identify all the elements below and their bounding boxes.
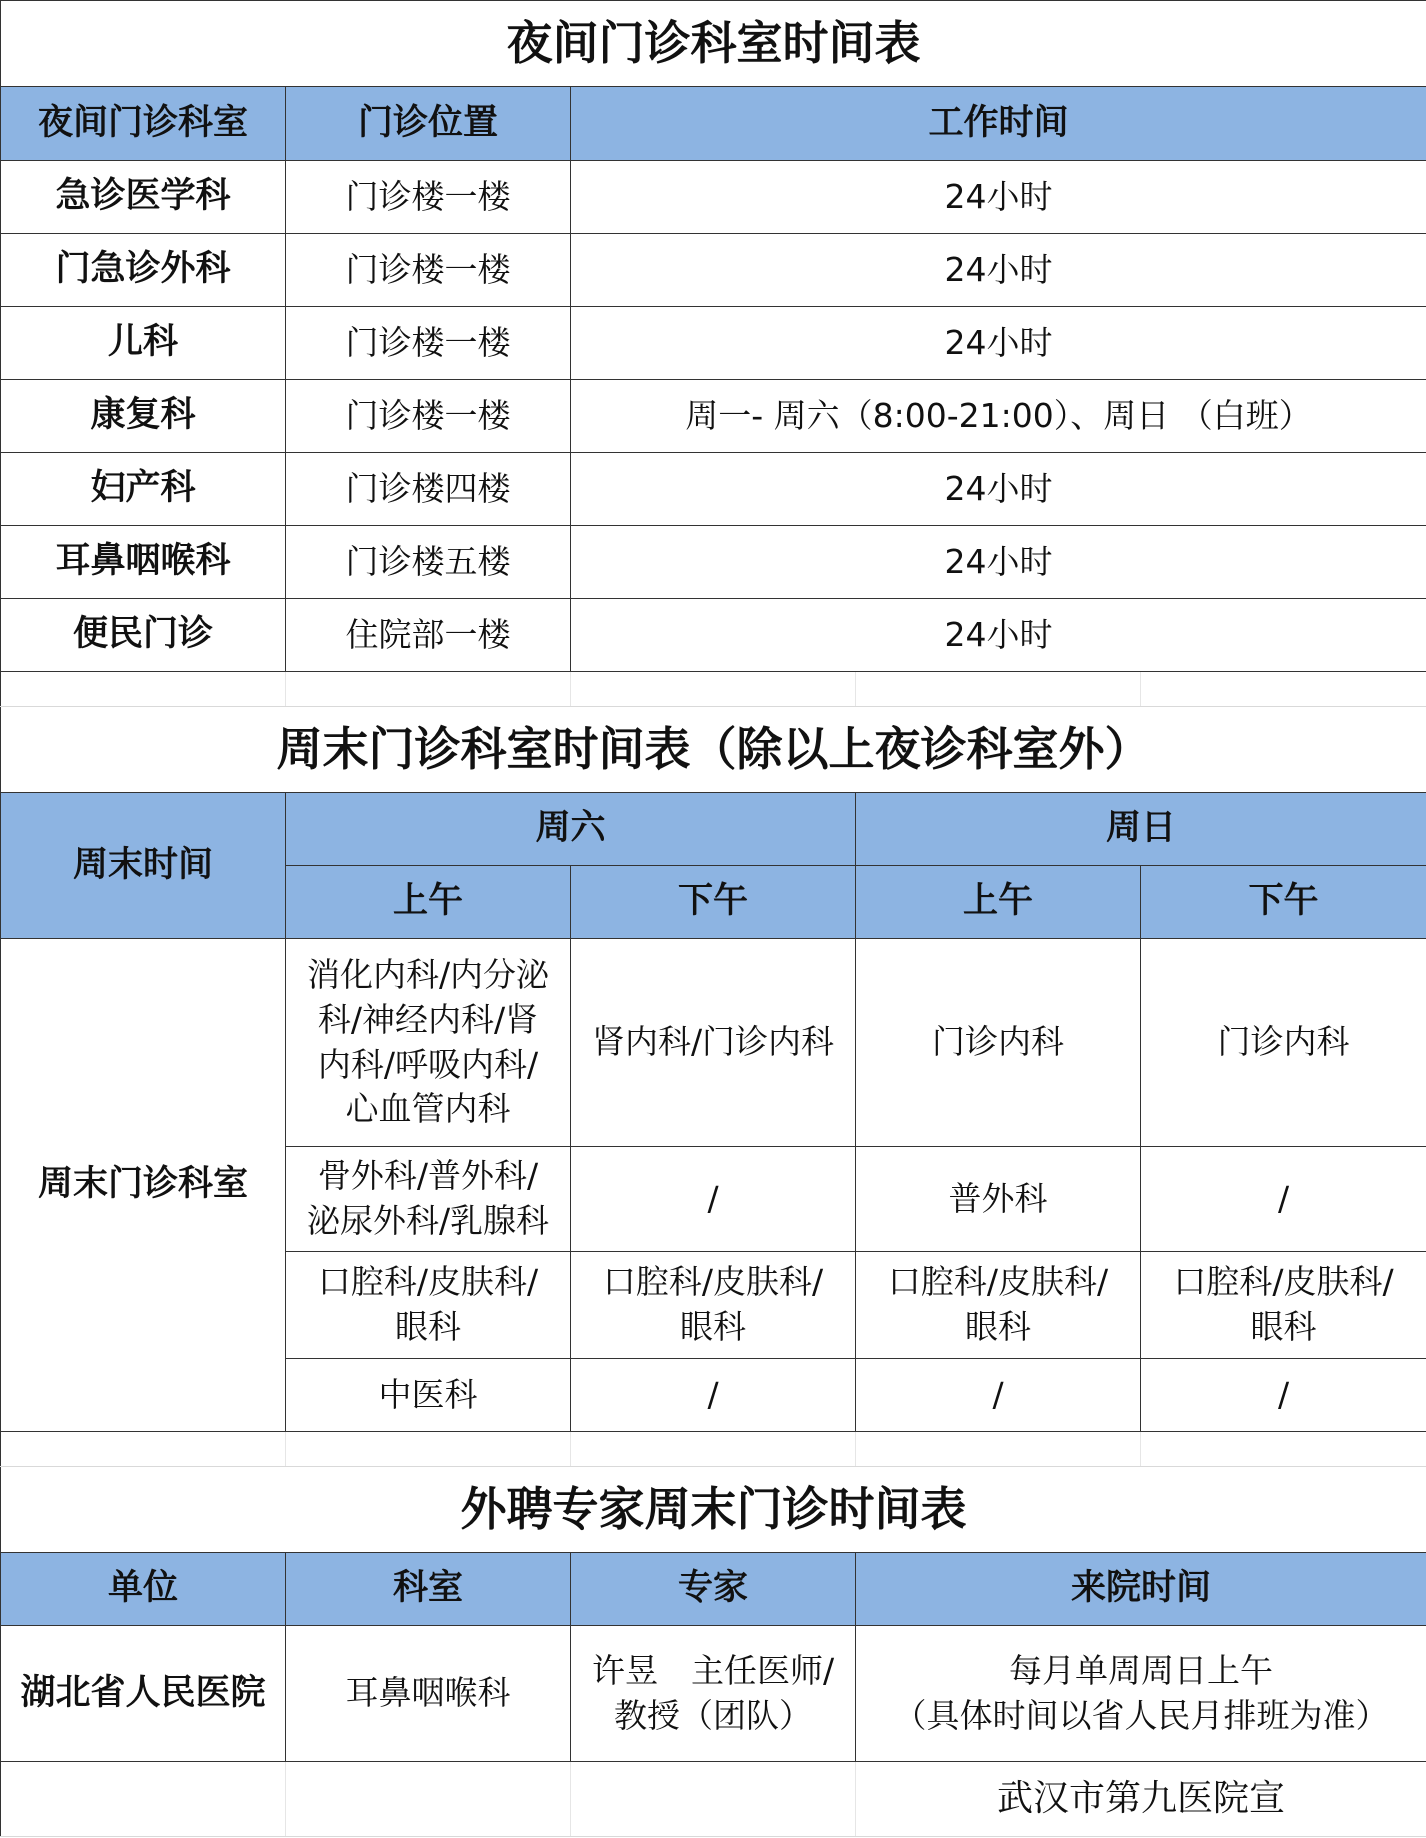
table-row — [1, 939, 1426, 1147]
weekend-cell: / — [571, 1147, 856, 1252]
night-hours: 24小时 — [571, 234, 1426, 307]
saturday-pm-header: 下午 — [571, 866, 856, 939]
table-row — [1, 161, 1426, 234]
night-location: 门诊楼一楼 — [286, 234, 571, 307]
weekend-cell — [1141, 1252, 1426, 1359]
saturday-am-header: 上午 — [286, 866, 571, 939]
weekend-cell — [286, 939, 571, 1147]
experts-header-time: 来院时间 — [856, 1553, 1426, 1626]
cell-line: 骨外科/普外科/ — [317, 1156, 539, 1196]
experts-header-expert: 专家 — [571, 1553, 856, 1626]
cell-line: （具体时间以省人民月排班为准） — [893, 1695, 1389, 1735]
experts-header-row — [1, 1553, 1426, 1626]
night-hours: 24小时 — [571, 526, 1426, 599]
weekend-cell: / — [856, 1359, 1141, 1432]
weekend-cell — [286, 1147, 571, 1252]
table-row — [1, 234, 1426, 307]
weekend-cell: 门诊内科 — [1141, 939, 1426, 1147]
cell-line: 眼科 — [965, 1307, 1031, 1346]
weekend-header-row — [1, 793, 1426, 866]
night-location: 住院部一楼 — [286, 599, 571, 672]
night-dept: 耳鼻咽喉科 — [1, 526, 286, 599]
night-header-hours: 工作时间 — [571, 87, 1426, 161]
expert-dept: 耳鼻咽喉科 — [286, 1626, 571, 1762]
experts-title: 外聘专家周末门诊时间表 — [1, 1467, 1426, 1553]
cell-line: 泌尿外科/乳腺科 — [306, 1201, 550, 1240]
weekend-row-label: 周末门诊科室 — [1, 939, 286, 1432]
expert-unit: 湖北省人民医院 — [1, 1626, 286, 1762]
table-row — [1, 453, 1426, 526]
night-header-dept: 夜间门诊科室 — [1, 87, 286, 161]
footer-signature: 武汉市第九医院宣 — [856, 1762, 1426, 1837]
cell-line: 眼科 — [1250, 1307, 1317, 1346]
night-location: 门诊楼一楼 — [286, 161, 571, 234]
night-dept: 康复科 — [1, 380, 286, 453]
table-row — [1, 599, 1426, 672]
spacer-row — [1, 1432, 1426, 1467]
night-title-row — [1, 1, 1426, 87]
cell-line: 口腔科/皮肤科/ — [317, 1262, 539, 1302]
experts-header-dept: 科室 — [286, 1553, 571, 1626]
cell-line: 教授（团队） — [614, 1695, 812, 1735]
weekend-cell: 肾内科/门诊内科 — [571, 939, 856, 1147]
weekend-cell: 普外科 — [856, 1147, 1141, 1252]
footer-row — [1, 1762, 1426, 1837]
experts-header-unit: 单位 — [1, 1553, 286, 1626]
night-hours: 24小时 — [571, 161, 1426, 234]
weekend-cell: 中医科 — [286, 1359, 571, 1432]
saturday-header: 周六 — [286, 793, 856, 866]
experts-title-row — [1, 1467, 1426, 1553]
night-location: 门诊楼五楼 — [286, 526, 571, 599]
sunday-pm-header: 下午 — [1141, 866, 1426, 939]
night-dept: 便民门诊 — [1, 599, 286, 672]
night-header-location: 门诊位置 — [286, 87, 571, 161]
spacer-row — [1, 672, 1426, 707]
cell-line: 眼科 — [680, 1307, 746, 1346]
expert-visit-time — [856, 1626, 1426, 1762]
night-hours: 24小时 — [571, 453, 1426, 526]
night-dept: 急诊医学科 — [1, 161, 286, 234]
night-hours: 周一- 周六（8:00-21:00）、周日 （白班） — [571, 380, 1426, 453]
cell-line: 口腔科/皮肤科/ — [1173, 1262, 1394, 1302]
sunday-am-header: 上午 — [856, 866, 1141, 939]
cell-line: 口腔科/皮肤科/ — [602, 1262, 824, 1302]
cell-line: 内科/呼吸内科/ — [317, 1044, 539, 1084]
weekend-cell: 门诊内科 — [856, 939, 1141, 1147]
night-location: 门诊楼四楼 — [286, 453, 571, 526]
night-hours: 24小时 — [571, 307, 1426, 380]
weekend-cell: / — [571, 1359, 856, 1432]
night-dept: 妇产科 — [1, 453, 286, 526]
night-location: 门诊楼一楼 — [286, 307, 571, 380]
cell-line: 许昱 主任医师/ — [591, 1650, 835, 1690]
weekend-cell — [571, 1252, 856, 1359]
night-dept: 门急诊外科 — [1, 234, 286, 307]
cell-line: 心血管内科 — [345, 1089, 511, 1129]
cell-line: 眼科 — [395, 1307, 461, 1346]
weekend-cell — [286, 1252, 571, 1359]
cell-line: 科/神经内科/肾 — [317, 999, 539, 1039]
table-row — [1, 307, 1426, 380]
weekend-cell — [856, 1252, 1141, 1359]
expert-name — [571, 1626, 856, 1762]
table-row — [1, 1626, 1426, 1762]
night-title: 夜间门诊科室时间表 — [1, 1, 1426, 87]
weekend-cell: / — [1141, 1147, 1426, 1252]
cell-line: 口腔科/皮肤科/ — [887, 1262, 1109, 1302]
weekend-title: 周末门诊科室时间表（除以上夜诊科室外） — [1, 707, 1426, 793]
weekend-cell: / — [1141, 1359, 1426, 1432]
sunday-header: 周日 — [856, 793, 1426, 866]
night-hours: 24小时 — [571, 599, 1426, 672]
night-dept: 儿科 — [1, 307, 286, 380]
cell-line: 消化内科/内分泌 — [306, 955, 550, 995]
weekend-time-header: 周末时间 — [1, 793, 286, 939]
night-location: 门诊楼一楼 — [286, 380, 571, 453]
night-header-row — [1, 87, 1426, 161]
weekend-title-row — [1, 707, 1426, 793]
table-row — [1, 526, 1426, 599]
table-row — [1, 380, 1426, 453]
cell-line: 每月单周周日上午 — [1009, 1650, 1273, 1690]
